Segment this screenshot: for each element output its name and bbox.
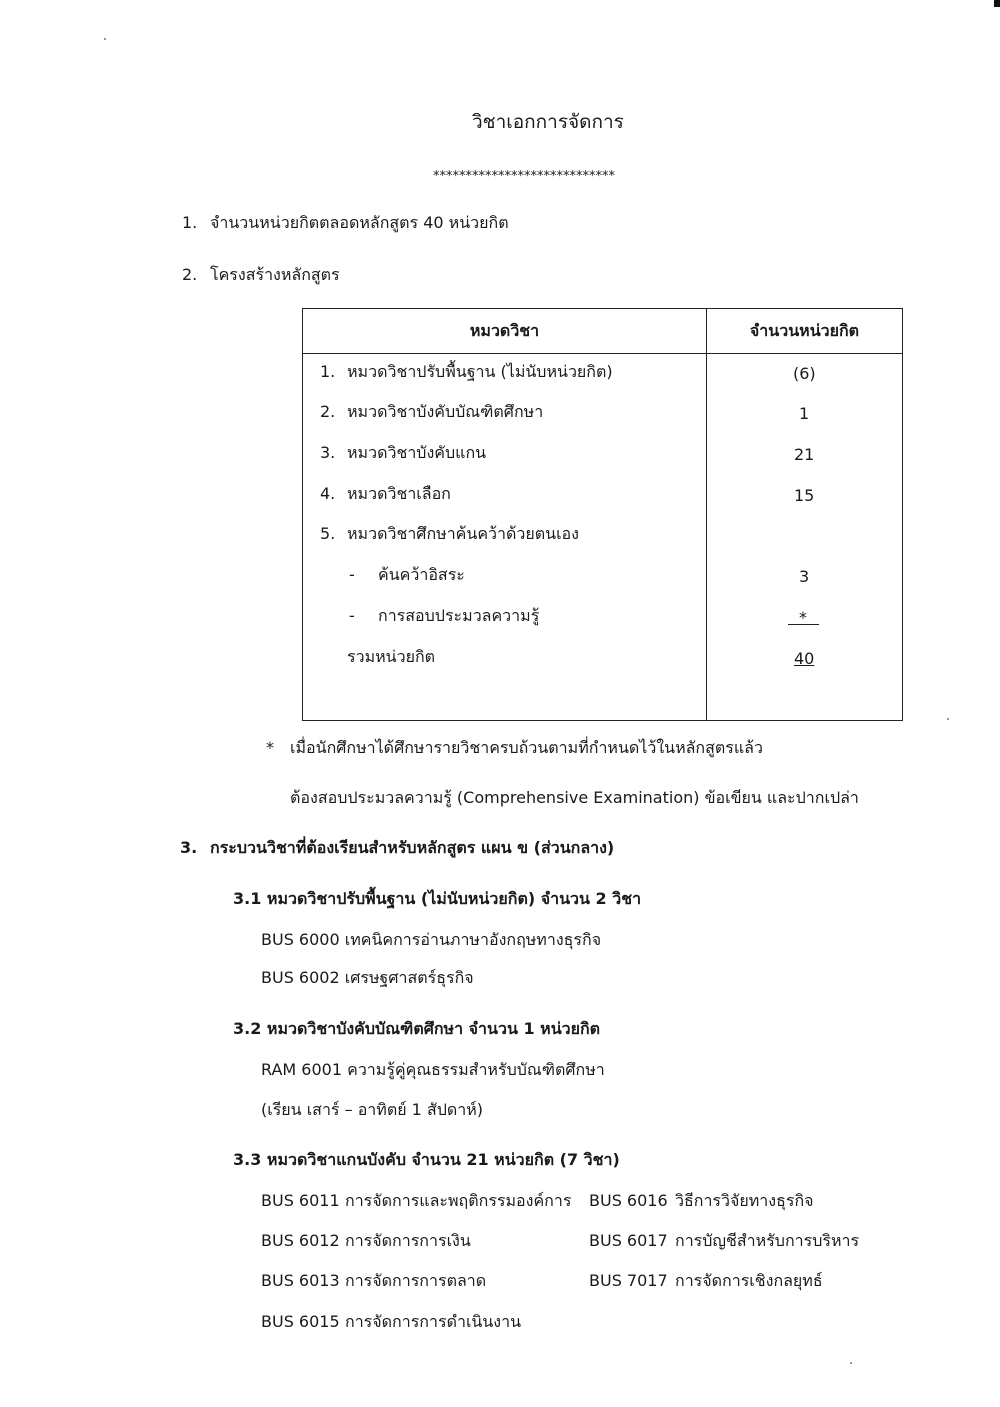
table-total-credits: 40 xyxy=(794,649,815,668)
item-2-text: โครงสร้างหลักสูตร xyxy=(210,265,340,284)
table-row-number: 5. xyxy=(320,524,336,543)
table-row-credits: (6) xyxy=(793,364,816,383)
table-row-label: หมวดวิชาศึกษาค้นคว้าด้วยตนเอง xyxy=(347,524,579,543)
table-row-label: หมวดวิชาบังคับบัณฑิตศึกษา xyxy=(347,402,544,421)
course-code: BUS 6013 xyxy=(261,1271,340,1290)
course-code: BUS 6016 xyxy=(589,1191,668,1210)
table-row-label: หมวดวิชาบังคับแกน xyxy=(347,443,487,462)
table-subrow-label: ค้นคว้าอิสระ xyxy=(378,565,465,584)
scan-speck xyxy=(947,718,949,720)
table-row-number: 4. xyxy=(320,484,336,503)
item-2-number: 2. xyxy=(182,265,198,284)
table-row-label: หมวดวิชาปรับพื้นฐาน (ไม่นับหน่วยกิต) xyxy=(347,362,613,381)
course-code: BUS 7017 xyxy=(589,1271,668,1290)
course-name: การจัดการและพฤติกรรมองค์การ xyxy=(345,1191,572,1210)
note-line-1: เมื่อนักศึกษาได้ศึกษารายวิชาครบถ้วนตามที่กำหนดไว้ในหลักสูตรแล้ว xyxy=(290,738,763,757)
table-row-number: 3. xyxy=(320,443,336,462)
subtotal-rule xyxy=(788,624,819,625)
table-subrow-credits: * xyxy=(799,608,807,627)
table-header-credits: จำนวนหน่วยกิต xyxy=(707,309,903,354)
scan-corner-mark xyxy=(994,0,1000,7)
item-1-number: 1. xyxy=(182,213,198,232)
table-row-credits: 15 xyxy=(794,486,815,505)
table-row-number: 2. xyxy=(320,402,336,421)
table-row-credits: 21 xyxy=(794,445,815,464)
course-name: การบัญชีสำหรับการบริหาร xyxy=(675,1231,860,1250)
table-row-credits: 1 xyxy=(799,404,810,423)
section-3-2-heading: 3.2 หมวดวิชาบังคับบัณฑิตศึกษา จำนวน 1 หน่วยกิต xyxy=(233,1019,601,1038)
table-header-category: หมวดวิชา xyxy=(303,309,707,354)
page-title: วิชาเอกการจัดการ xyxy=(472,111,624,133)
scan-speck xyxy=(850,1362,852,1364)
item-1-text: จำนวนหน่วยกิตตลอดหลักสูตร 40 หน่วยกิต xyxy=(210,213,509,232)
course-name: วิธีการวิจัยทางธุรกิจ xyxy=(675,1191,814,1210)
course-line: RAM 6001 ความรู้คู่คุณธรรมสำหรับบัณฑิตศึกษา xyxy=(261,1060,605,1079)
item-3-text: กระบวนวิชาที่ต้องเรียนสำหรับหลักสูตร แผน ข (ส่วนกลาง) xyxy=(210,838,615,857)
table-subrow-label: การสอบประมวลความรู้ xyxy=(378,606,540,625)
course-code: BUS 6012 xyxy=(261,1231,340,1250)
note-asterisk: * xyxy=(266,738,274,757)
note-line-2: ต้องสอบประมวลความรู้ (Comprehensive Examination) ข้อเขียน และปากเปล่า xyxy=(290,788,859,807)
course-name: การจัดการเชิงกลยุทธ์ xyxy=(675,1271,823,1290)
section-3-1-heading: 3.1 หมวดวิชาปรับพื้นฐาน (ไม่นับหน่วยกิต) จำนวน 2 วิชา xyxy=(233,889,642,908)
course-name: การจัดการการดำเนินงาน xyxy=(345,1312,522,1331)
table-total-label: รวมหน่วยกิต xyxy=(347,647,436,666)
title-divider-stars: **************************** xyxy=(433,169,615,184)
course-note: (เรียน เสาร์ – อาทิตย์ 1 สัปดาห์) xyxy=(261,1100,484,1119)
course-line: BUS 6000 เทคนิคการอ่านภาษาอังกฤษทางธุรกิจ xyxy=(261,930,602,949)
course-name: การจัดการการเงิน xyxy=(345,1231,471,1250)
course-code: BUS 6017 xyxy=(589,1231,668,1250)
scan-speck xyxy=(104,38,106,40)
course-code: BUS 6011 xyxy=(261,1191,340,1210)
item-3-number: 3. xyxy=(180,838,198,857)
course-line: BUS 6002 เศรษฐศาสตร์ธุรกิจ xyxy=(261,968,474,987)
table-subrow-credits: 3 xyxy=(799,567,810,586)
section-3-3-heading: 3.3 หมวดวิชาแกนบังคับ จำนวน 21 หน่วยกิต (7 วิชา) xyxy=(233,1150,620,1169)
table-subrow-dash: - xyxy=(349,606,355,625)
table-row-number: 1. xyxy=(320,362,336,381)
table-subrow-dash: - xyxy=(349,565,355,584)
table-row-label: หมวดวิชาเลือก xyxy=(347,484,451,503)
course-code: BUS 6015 xyxy=(261,1312,340,1331)
course-name: การจัดการการตลาด xyxy=(345,1271,487,1290)
